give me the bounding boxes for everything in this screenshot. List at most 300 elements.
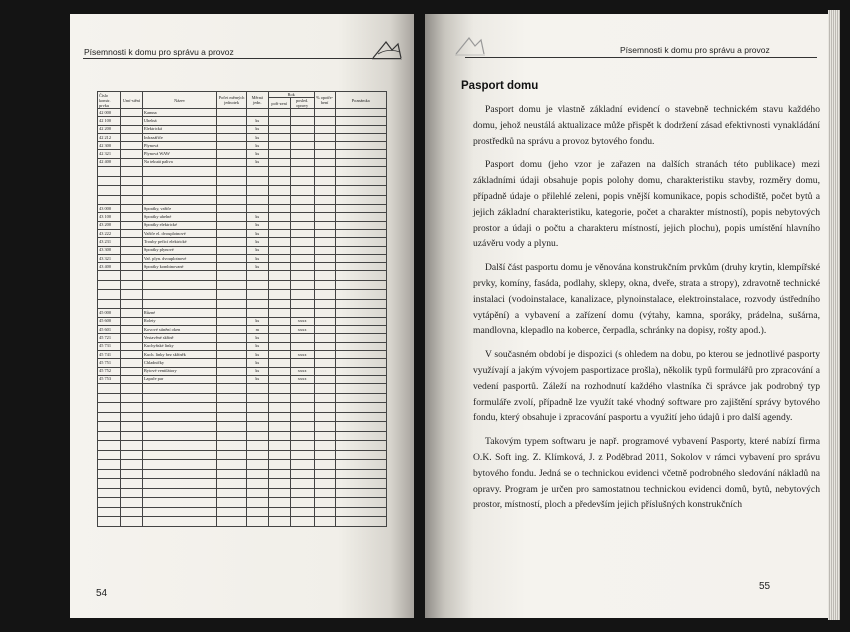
- note-cell: [335, 350, 386, 358]
- table-row: [98, 125, 387, 133]
- blank-cell: [246, 517, 268, 527]
- year-acquired-cell: [268, 309, 290, 317]
- blank-cell: [98, 393, 121, 403]
- year-repair-cell: [290, 229, 314, 237]
- wear-cell: [314, 221, 335, 229]
- year-acquired-cell: [268, 150, 290, 158]
- name-cell: Na tekutá paliva: [142, 158, 216, 166]
- code-cell: 42 000: [98, 109, 121, 117]
- blank-cell: [98, 517, 121, 527]
- table-row: [98, 133, 387, 141]
- blank-cell: [142, 176, 216, 186]
- blank-row: [98, 393, 387, 403]
- blank-cell: [335, 393, 386, 403]
- year-repair-cell: [290, 205, 314, 213]
- blank-cell: [268, 290, 290, 300]
- blank-cell: [314, 412, 335, 422]
- blank-cell: [120, 393, 142, 403]
- note-cell: [335, 142, 386, 150]
- blank-cell: [290, 290, 314, 300]
- code-cell: 45 752: [98, 367, 121, 375]
- year-acquired-cell: [268, 326, 290, 334]
- blank-cell: [120, 517, 142, 527]
- blank-cell: [314, 290, 335, 300]
- count-cell: [217, 326, 247, 334]
- blank-cell: [142, 488, 216, 498]
- blank-cell: [142, 431, 216, 441]
- blank-cell: [268, 450, 290, 460]
- blank-cell: [120, 195, 142, 205]
- blank-cell: [98, 488, 121, 498]
- name-cell: Bytové ventilátory: [142, 367, 216, 375]
- blank-cell: [335, 167, 386, 177]
- table-row: [98, 238, 387, 246]
- location-cell: [120, 221, 142, 229]
- location-cell: [120, 125, 142, 133]
- blank-cell: [217, 280, 247, 290]
- blank-cell: [142, 469, 216, 479]
- count-cell: [217, 221, 247, 229]
- blank-cell: [268, 412, 290, 422]
- unit-cell: [246, 109, 268, 117]
- blank-cell: [142, 412, 216, 422]
- blank-row: [98, 412, 387, 422]
- table-row: [98, 334, 387, 342]
- blank-cell: [246, 271, 268, 281]
- blank-cell: [314, 507, 335, 517]
- year-acquired-cell: [268, 205, 290, 213]
- header-code: Číslo konstr. prvku: [98, 92, 121, 109]
- code-cell: 43 200: [98, 221, 121, 229]
- name-cell: Vestavěné skříně: [142, 334, 216, 342]
- blank-cell: [98, 195, 121, 205]
- blank-cell: [217, 412, 247, 422]
- table-row: [98, 205, 387, 213]
- blank-cell: [142, 507, 216, 517]
- blank-row: [98, 186, 387, 196]
- name-cell: Sporáky, vařiče: [142, 205, 216, 213]
- location-cell: [120, 238, 142, 246]
- count-cell: [217, 359, 247, 367]
- blank-cell: [314, 441, 335, 451]
- blank-cell: [120, 280, 142, 290]
- table-row: [98, 367, 387, 375]
- blank-cell: [142, 460, 216, 470]
- location-cell: [120, 334, 142, 342]
- blank-cell: [98, 460, 121, 470]
- blank-cell: [246, 195, 268, 205]
- count-cell: [217, 150, 247, 158]
- blank-cell: [335, 195, 386, 205]
- count-cell: [217, 117, 247, 125]
- blank-cell: [290, 469, 314, 479]
- blank-row: [98, 384, 387, 394]
- year-repair-cell: [290, 334, 314, 342]
- wear-cell: [314, 254, 335, 262]
- blank-cell: [335, 498, 386, 508]
- blank-row: [98, 479, 387, 489]
- name-cell: Uhelná: [142, 117, 216, 125]
- blank-cell: [268, 384, 290, 394]
- year-repair-cell: xxxx: [290, 317, 314, 325]
- blank-cell: [246, 412, 268, 422]
- count-cell: [217, 142, 247, 150]
- note-cell: [335, 205, 386, 213]
- location-cell: [120, 375, 142, 383]
- year-acquired-cell: [268, 125, 290, 133]
- unit-cell: ks: [246, 158, 268, 166]
- name-cell: Kamna: [142, 109, 216, 117]
- blank-cell: [246, 441, 268, 451]
- blank-cell: [120, 431, 142, 441]
- code-cell: 43 000: [98, 205, 121, 213]
- location-cell: [120, 342, 142, 350]
- header-year: Rok: [268, 92, 314, 98]
- unit-cell: ks: [246, 150, 268, 158]
- name-cell: Infrazářiče: [142, 133, 216, 141]
- blank-cell: [217, 195, 247, 205]
- code-cell: 45 000: [98, 309, 121, 317]
- blank-cell: [142, 195, 216, 205]
- blank-cell: [217, 167, 247, 177]
- blank-cell: [246, 176, 268, 186]
- blank-cell: [335, 403, 386, 413]
- blank-cell: [142, 441, 216, 451]
- blank-cell: [142, 479, 216, 489]
- year-acquired-cell: [268, 246, 290, 254]
- blank-cell: [314, 460, 335, 470]
- location-cell: [120, 367, 142, 375]
- year-repair-cell: [290, 221, 314, 229]
- blank-row: [98, 290, 387, 300]
- header-rule: [83, 58, 401, 59]
- year-acquired-cell: [268, 367, 290, 375]
- count-cell: [217, 367, 247, 375]
- year-acquired-cell: [268, 334, 290, 342]
- count-cell: [217, 263, 247, 271]
- blank-cell: [335, 412, 386, 422]
- wear-cell: [314, 133, 335, 141]
- blank-cell: [98, 422, 121, 432]
- blank-cell: [314, 176, 335, 186]
- blank-cell: [268, 176, 290, 186]
- note-cell: [335, 133, 386, 141]
- table-header: [98, 92, 387, 109]
- wear-cell: [314, 125, 335, 133]
- code-cell: 43 300: [98, 246, 121, 254]
- blank-cell: [217, 393, 247, 403]
- blank-cell: [268, 469, 290, 479]
- wear-cell: [314, 158, 335, 166]
- count-cell: [217, 309, 247, 317]
- wear-cell: [314, 359, 335, 367]
- blank-cell: [290, 167, 314, 177]
- unit-cell: ks: [246, 142, 268, 150]
- blank-cell: [217, 498, 247, 508]
- blank-cell: [246, 498, 268, 508]
- blank-row: [98, 441, 387, 451]
- note-cell: [335, 334, 386, 342]
- count-cell: [217, 350, 247, 358]
- unit-cell: ks: [246, 359, 268, 367]
- right-page: [425, 14, 830, 618]
- year-repair-cell: xxxx: [290, 326, 314, 334]
- year-acquired-cell: [268, 238, 290, 246]
- year-repair-cell: [290, 213, 314, 221]
- blank-cell: [217, 507, 247, 517]
- wear-cell: [314, 142, 335, 150]
- note-cell: [335, 317, 386, 325]
- name-cell: Různé: [142, 309, 216, 317]
- blank-cell: [290, 384, 314, 394]
- blank-cell: [217, 271, 247, 281]
- note-cell: [335, 238, 386, 246]
- blank-cell: [335, 479, 386, 489]
- unit-cell: ks: [246, 254, 268, 262]
- blank-cell: [268, 393, 290, 403]
- running-header-right: Písemnosti k domu pro správu a provoz: [620, 45, 770, 55]
- year-repair-cell: [290, 158, 314, 166]
- note-cell: [335, 309, 386, 317]
- header-unit: Měrná jedn.: [246, 92, 268, 109]
- count-cell: [217, 213, 247, 221]
- location-cell: [120, 133, 142, 141]
- year-acquired-cell: [268, 375, 290, 383]
- blank-cell: [335, 186, 386, 196]
- blank-row: [98, 280, 387, 290]
- name-cell: Vař. plyn. dvouplotnové: [142, 254, 216, 262]
- table-row: [98, 309, 387, 317]
- blank-cell: [246, 393, 268, 403]
- count-cell: [217, 229, 247, 237]
- blank-cell: [268, 403, 290, 413]
- table-row: [98, 158, 387, 166]
- running-header-left: Písemnosti k domu pro správu a provoz: [84, 47, 234, 57]
- unit-cell: [246, 309, 268, 317]
- section-title: Pasport domu: [461, 80, 539, 92]
- blank-cell: [290, 507, 314, 517]
- table-row: [98, 326, 387, 334]
- year-repair-cell: [290, 142, 314, 150]
- blank-cell: [268, 271, 290, 281]
- location-cell: [120, 150, 142, 158]
- blank-cell: [217, 384, 247, 394]
- wear-cell: [314, 375, 335, 383]
- blank-cell: [98, 186, 121, 196]
- location-cell: [120, 229, 142, 237]
- blank-cell: [268, 479, 290, 489]
- code-cell: 45 721: [98, 334, 121, 342]
- year-acquired-cell: [268, 213, 290, 221]
- note-cell: [335, 254, 386, 262]
- blank-cell: [335, 431, 386, 441]
- blank-cell: [120, 271, 142, 281]
- header-location: Umí-stění: [120, 92, 142, 109]
- unit-cell: ks: [246, 334, 268, 342]
- blank-cell: [98, 469, 121, 479]
- blank-row: [98, 488, 387, 498]
- count-cell: [217, 246, 247, 254]
- code-cell: 45 601: [98, 326, 121, 334]
- blank-cell: [290, 299, 314, 309]
- blank-cell: [120, 290, 142, 300]
- table-body: [98, 109, 387, 527]
- wear-cell: [314, 238, 335, 246]
- blank-row: [98, 195, 387, 205]
- code-cell: 42 212: [98, 133, 121, 141]
- wear-cell: [314, 350, 335, 358]
- blank-cell: [142, 517, 216, 527]
- blank-cell: [314, 450, 335, 460]
- code-cell: 43 321: [98, 254, 121, 262]
- blank-cell: [217, 403, 247, 413]
- left-page: [70, 14, 414, 618]
- blank-cell: [217, 450, 247, 460]
- year-repair-cell: [290, 263, 314, 271]
- code-cell: 45 741: [98, 350, 121, 358]
- blank-cell: [335, 441, 386, 451]
- blank-cell: [290, 460, 314, 470]
- code-cell: 45 731: [98, 342, 121, 350]
- blank-cell: [217, 431, 247, 441]
- blank-cell: [335, 384, 386, 394]
- code-cell: 42 300: [98, 142, 121, 150]
- name-cell: Kuch. linky bez skříněk: [142, 350, 216, 358]
- blank-cell: [98, 271, 121, 281]
- blank-row: [98, 517, 387, 527]
- count-cell: [217, 342, 247, 350]
- code-cell: 45 751: [98, 359, 121, 367]
- table-row: [98, 213, 387, 221]
- blank-cell: [120, 488, 142, 498]
- blank-cell: [217, 441, 247, 451]
- blank-cell: [246, 280, 268, 290]
- blank-cell: [98, 280, 121, 290]
- blank-cell: [335, 280, 386, 290]
- unit-cell: ks: [246, 342, 268, 350]
- blank-row: [98, 460, 387, 470]
- blank-cell: [314, 488, 335, 498]
- blank-cell: [217, 469, 247, 479]
- name-cell: Plynová: [142, 142, 216, 150]
- blank-cell: [268, 299, 290, 309]
- unit-cell: ks: [246, 246, 268, 254]
- count-cell: [217, 375, 247, 383]
- blank-cell: [314, 422, 335, 432]
- blank-cell: [98, 403, 121, 413]
- location-cell: [120, 309, 142, 317]
- construction-elements-table: [97, 91, 387, 527]
- location-cell: [120, 117, 142, 125]
- blank-cell: [120, 469, 142, 479]
- blank-cell: [335, 271, 386, 281]
- wear-cell: [314, 263, 335, 271]
- blank-cell: [290, 271, 314, 281]
- blank-cell: [335, 460, 386, 470]
- table-row: [98, 229, 387, 237]
- name-cell: Vařiče el. dvouplotnové: [142, 229, 216, 237]
- table-row: [98, 350, 387, 358]
- blank-cell: [246, 507, 268, 517]
- blank-cell: [142, 186, 216, 196]
- table-row: [98, 317, 387, 325]
- year-acquired-cell: [268, 109, 290, 117]
- code-cell: 45 600: [98, 317, 121, 325]
- blank-cell: [268, 431, 290, 441]
- code-cell: 42 400: [98, 158, 121, 166]
- blank-cell: [314, 186, 335, 196]
- blank-cell: [217, 299, 247, 309]
- name-cell: Rolety: [142, 317, 216, 325]
- paragraph: Pasport domu je vlastně základní evidencí o stavebně technickém stavu každého domu, jehož neustálá aktualizace může přispět k dodržení zásad efektivnosti vynakládání prostředků na správu a provoz bytového fondu.: [473, 104, 820, 147]
- name-cell: Sporáky elektrické: [142, 221, 216, 229]
- note-cell: [335, 326, 386, 334]
- table-row: [98, 342, 387, 350]
- blank-cell: [120, 167, 142, 177]
- year-repair-cell: xxxx: [290, 375, 314, 383]
- unit-cell: ks: [246, 367, 268, 375]
- count-cell: [217, 125, 247, 133]
- blank-cell: [335, 507, 386, 517]
- blank-cell: [246, 469, 268, 479]
- count-cell: [217, 205, 247, 213]
- year-acquired-cell: [268, 254, 290, 262]
- blank-row: [98, 403, 387, 413]
- blank-cell: [120, 176, 142, 186]
- blank-cell: [120, 507, 142, 517]
- blank-cell: [98, 431, 121, 441]
- year-repair-cell: xxxx: [290, 367, 314, 375]
- unit-cell: ks: [246, 117, 268, 125]
- year-repair-cell: xxxx: [290, 350, 314, 358]
- location-cell: [120, 263, 142, 271]
- blank-cell: [268, 186, 290, 196]
- table-row: [98, 109, 387, 117]
- blank-cell: [142, 422, 216, 432]
- book-page-edges: [828, 10, 840, 620]
- blank-cell: [314, 280, 335, 290]
- note-cell: [335, 359, 386, 367]
- blank-cell: [314, 271, 335, 281]
- wear-cell: [314, 246, 335, 254]
- blank-cell: [290, 441, 314, 451]
- count-cell: [217, 109, 247, 117]
- note-cell: [335, 125, 386, 133]
- year-acquired-cell: [268, 342, 290, 350]
- blank-row: [98, 422, 387, 432]
- location-cell: [120, 350, 142, 358]
- note-cell: [335, 263, 386, 271]
- year-acquired-cell: [268, 263, 290, 271]
- code-cell: 42 321: [98, 150, 121, 158]
- blank-cell: [246, 167, 268, 177]
- blank-cell: [268, 498, 290, 508]
- table-row: [98, 221, 387, 229]
- blank-cell: [268, 167, 290, 177]
- year-acquired-cell: [268, 317, 290, 325]
- name-cell: Kovové stínění oken: [142, 326, 216, 334]
- code-cell: 45 753: [98, 375, 121, 383]
- blank-cell: [98, 412, 121, 422]
- blank-row: [98, 271, 387, 281]
- blank-cell: [120, 450, 142, 460]
- blank-cell: [120, 299, 142, 309]
- name-cell: Plynová WAW: [142, 150, 216, 158]
- blank-row: [98, 176, 387, 186]
- wear-cell: [314, 367, 335, 375]
- header-note: Poznámka: [335, 92, 386, 109]
- blank-cell: [268, 460, 290, 470]
